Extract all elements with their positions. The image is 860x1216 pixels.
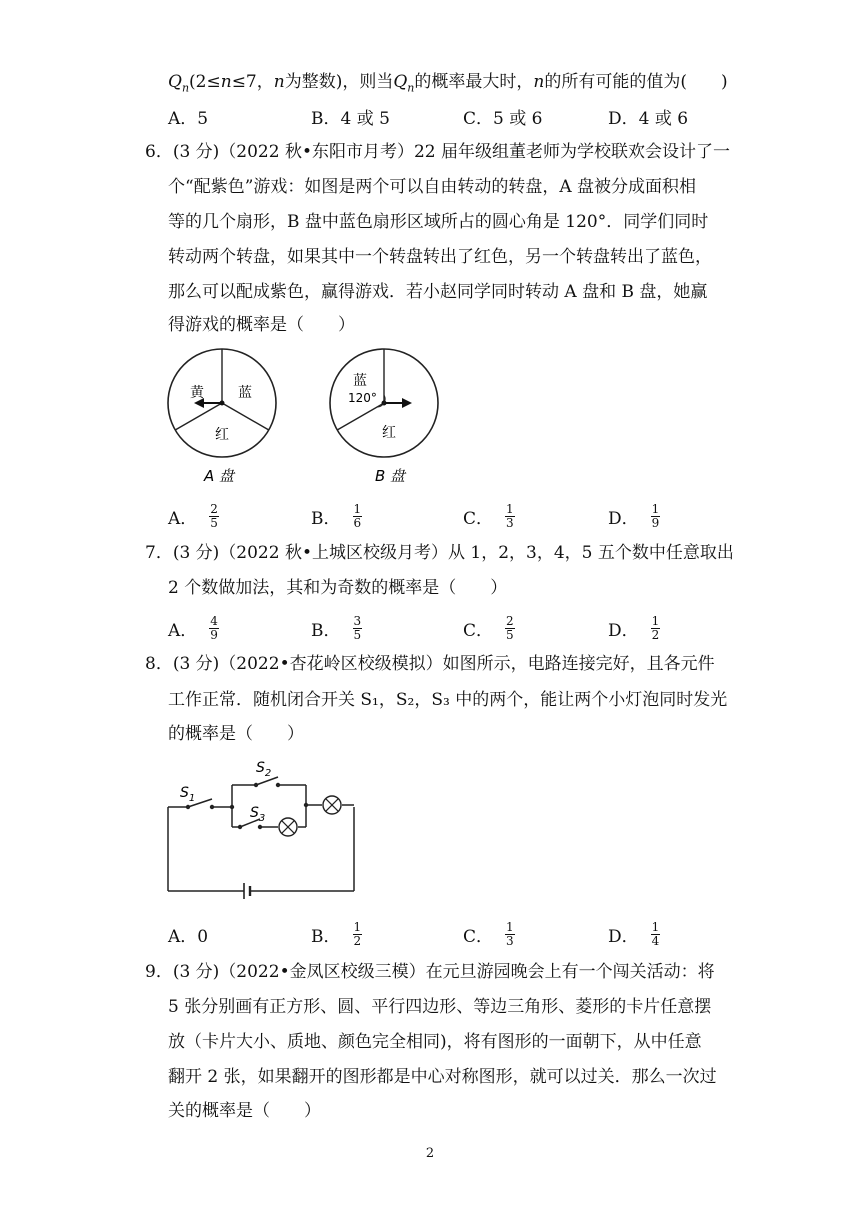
q5-option-d[interactable]: D．4 或 6 — [608, 108, 689, 129]
q5-stem-line: $Q_n(2\le n\le 7$，n为整数)，则当$Q_n$的概率最大时，n的所有可能的值为( ) — [168, 72, 728, 95]
q7-option-b[interactable]: B． $\frac{3}{5}$ — [311, 613, 362, 642]
fraction: $\frac{2}{5}$ — [506, 613, 514, 642]
switch-s2-label: $S_2$ — [256, 760, 272, 779]
fraction: $\frac{1}{3}$ — [506, 919, 514, 948]
q8-option-c[interactable]: C． $\frac{1}{3}$ — [463, 919, 514, 948]
lamp-1-icon — [323, 796, 341, 814]
circuit-diagram — [160, 755, 370, 900]
q8-option-d[interactable]: D． $\frac{1}{4}$ — [608, 919, 660, 948]
disc-a — [168, 349, 276, 485]
fraction: $\frac{1}{6}$ — [353, 501, 362, 530]
q7-option-a[interactable]: A． $\frac{4}{9}$ — [168, 613, 218, 642]
q6-option-a[interactable]: A． $\frac{2}{5}$ — [168, 501, 218, 530]
q6-stem-line-4: 转动两个转盘，如果其中一个转盘转出了红色，另一个转盘转出了蓝色， — [168, 247, 712, 267]
q9-stem-line-3: 放（卡片大小、质地、颜色完全相同)，将有图形的一面朝下，从中任意 — [168, 1032, 702, 1052]
page-number: 2 — [425, 1146, 435, 1161]
q8-option-b[interactable]: B． $\frac{1}{2}$ — [311, 919, 362, 948]
q8-option-a[interactable]: A．0 — [168, 926, 209, 947]
fraction: $\frac{4}{9}$ — [210, 613, 218, 642]
disc-b-blue-label: 蓝 — [353, 373, 367, 389]
q6-option-c[interactable]: C． $\frac{1}{3}$ — [463, 501, 514, 530]
disc-b-angle-label: 120° — [348, 391, 377, 405]
fraction: $\frac{3}{5}$ — [353, 613, 362, 642]
q7-stem-line-1: 7．(3 分)（2022 秋•上城区校级月考）从 1，2，3，4，5 五个数中任意取出 — [145, 543, 734, 563]
q7-options — [168, 610, 728, 646]
q7-option-d[interactable]: D． $\frac{1}{2}$ — [608, 613, 660, 642]
q5-option-b[interactable]: B．4 或 5 — [311, 108, 390, 129]
disc-b-caption: B 盘 — [375, 467, 406, 485]
fraction: $\frac{1}{3}$ — [506, 501, 514, 530]
q9-stem-line-2: 5 张分别画有正方形、圆、平行四边形、等边三角形、菱形的卡片任意摆 — [168, 997, 712, 1017]
disc-b-red-label: 红 — [382, 425, 396, 441]
q6-stem-line-3: 等的几个扇形，B 盘中蓝色扇形区域所占的圆心角是 120°．同学们同时 — [168, 212, 709, 232]
fraction: $\frac{1}{4}$ — [651, 919, 660, 948]
switch-s3-label: $S_3$ — [250, 805, 266, 824]
q8-stem-line-2: 工作正常．随机闭合开关 S₁，S₂，S₃ 中的两个，能让两个小灯泡同时发光 — [168, 690, 728, 710]
q8-options — [168, 916, 728, 952]
spinner-figure — [160, 345, 460, 495]
fraction: $\frac{1}{2}$ — [651, 613, 660, 642]
disc-a-red-label: 红 — [215, 427, 229, 443]
fraction: $\frac{1}{2}$ — [353, 919, 362, 948]
q7-stem-line-2: 2 个数做加法，其和为奇数的概率是（ ） — [168, 578, 508, 598]
q6-stem-line-1: 6．(3 分)（2022 秋•东阳市月考）22 届年级组董老师为学校联欢会设计了一 — [145, 142, 731, 162]
fraction: $\frac{1}{9}$ — [651, 501, 660, 530]
disc-a-yellow-label: 黄 — [190, 385, 204, 401]
q6-stem-line-5: 那么可以配成紫色，赢得游戏．若小赵同学同时转动 A 盘和 B 盘，她赢 — [168, 282, 708, 302]
q6-options — [168, 498, 728, 534]
disc-a-blue-label: 蓝 — [238, 385, 252, 401]
q5-option-c[interactable]: C．5 或 6 — [463, 108, 543, 129]
q9-stem-line-1: 9．(3 分)（2022•金凤区校级三模）在元旦游园晚会上有一个闯关活动：将 — [145, 962, 715, 982]
q9-stem-line-5: 关的概率是（ ） — [168, 1101, 321, 1121]
q5-options — [168, 98, 728, 134]
q9-stem-line-4: 翻开 2 张，如果翻开的图形都是中心对称图形，就可以过关．那么一次过 — [168, 1067, 717, 1087]
fraction: $\frac{2}{5}$ — [210, 501, 218, 530]
q6-stem-line-6: 得游戏的概率是（ ） — [168, 315, 355, 335]
lamp-2-icon — [279, 818, 297, 836]
q7-option-c[interactable]: C． $\frac{2}{5}$ — [463, 613, 514, 642]
q6-option-d[interactable]: D． $\frac{1}{9}$ — [608, 501, 660, 530]
disc-a-caption: A 盘 — [204, 467, 235, 485]
q6-stem-line-2: 个“配紫色”游戏：如图是两个可以自由转动的转盘，A 盘被分成面积相 — [168, 177, 697, 197]
q6-option-b[interactable]: B． $\frac{1}{6}$ — [311, 501, 362, 530]
disc-b — [330, 349, 438, 485]
q8-stem-line-1: 8．(3 分)（2022•杏花岭区校级模拟）如图所示，电路连接完好，且各元件 — [145, 654, 715, 674]
q8-stem-line-3: 的概率是（ ） — [168, 724, 304, 744]
q5-option-a[interactable]: A．5 — [168, 108, 209, 129]
switch-s1-label: $S_1$ — [180, 785, 196, 804]
